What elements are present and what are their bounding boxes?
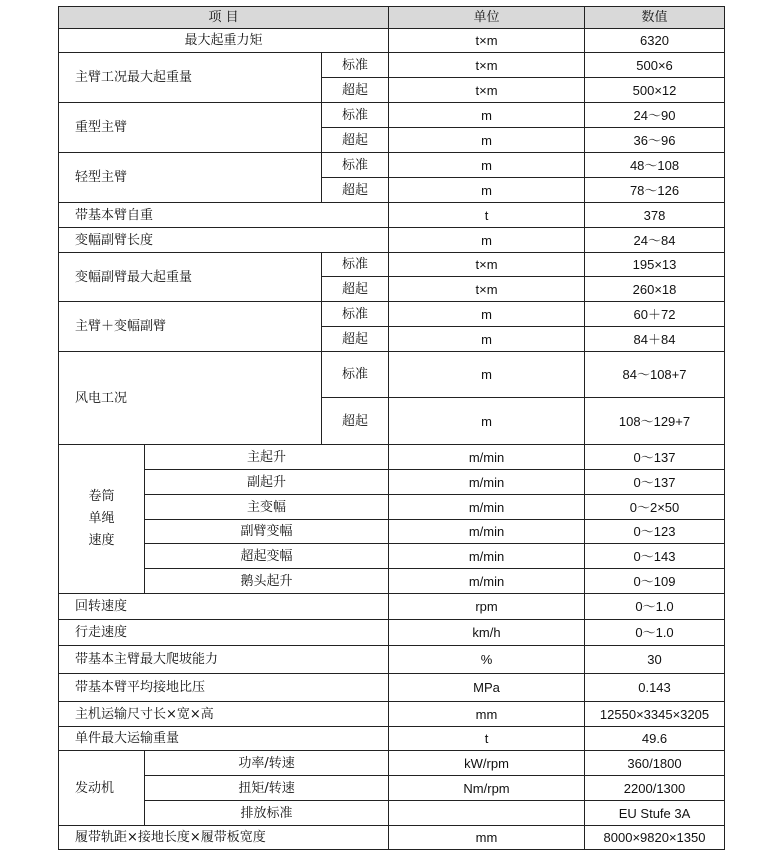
row-label: 主臂＋变幅副臂 xyxy=(59,302,322,352)
table-row xyxy=(59,253,725,277)
table-row xyxy=(59,646,725,674)
unit-cell: t xyxy=(389,203,585,228)
table-row xyxy=(59,594,725,620)
value-cell: 0.143 xyxy=(585,674,725,702)
value-cell: 500×12 xyxy=(585,78,725,103)
sub-label: 主起升 xyxy=(145,445,389,470)
unit-cell: m/min xyxy=(389,470,585,495)
table-row xyxy=(59,776,725,801)
table-row xyxy=(59,29,725,53)
label-line: 速度 xyxy=(88,533,115,548)
sub-label: 超起 xyxy=(322,178,389,203)
table-row xyxy=(59,53,725,78)
sub-label: 鹅头起升 xyxy=(145,569,389,594)
value-cell: 0～137 xyxy=(585,470,725,495)
table-row xyxy=(59,569,725,594)
unit-cell: m xyxy=(389,178,585,203)
table-row xyxy=(59,153,725,178)
table-row xyxy=(59,620,725,646)
label-line: 单绳 xyxy=(88,511,115,526)
value-cell: 24～90 xyxy=(585,103,725,128)
table-row xyxy=(59,103,725,128)
sub-label: 主变幅 xyxy=(145,495,389,520)
value-cell: 0～1.0 xyxy=(585,620,725,646)
value-cell: 6320 xyxy=(585,29,725,53)
row-label: 变幅副臂最大起重量 xyxy=(59,253,322,302)
sub-label: 扭矩/转速 xyxy=(145,776,389,801)
sub-label: 标准 xyxy=(322,53,389,78)
unit-cell: m/min xyxy=(389,544,585,569)
unit-cell: kW/rpm xyxy=(389,751,585,776)
value-cell: 360/1800 xyxy=(585,751,725,776)
unit-cell: m xyxy=(389,103,585,128)
row-label: 主臂工况最大起重量 xyxy=(59,53,322,103)
sub-label: 标准 xyxy=(322,253,389,277)
value-cell: 0～109 xyxy=(585,569,725,594)
table-row xyxy=(59,470,725,495)
value-cell: 195×13 xyxy=(585,253,725,277)
value-cell: 500×6 xyxy=(585,53,725,78)
row-label: 回转速度 xyxy=(59,594,389,620)
sub-label: 副臂变幅 xyxy=(145,520,389,544)
value-cell: 260×18 xyxy=(585,277,725,302)
row-label: 单件最大运输重量 xyxy=(59,727,389,751)
unit-cell: m xyxy=(389,153,585,178)
unit-cell: m/min xyxy=(389,520,585,544)
crane-spec-table xyxy=(58,6,725,850)
value-cell: 30 xyxy=(585,646,725,674)
row-label: 变幅副臂长度 xyxy=(59,228,389,253)
table-row xyxy=(59,228,725,253)
sub-label: 超起 xyxy=(322,327,389,352)
unit-cell: mm xyxy=(389,702,585,727)
label-line: 卷筒 xyxy=(88,489,115,504)
table-row xyxy=(59,727,725,751)
row-label: 履带轨距×接地长度×履带板宽度 xyxy=(59,826,389,850)
sub-label: 超起 xyxy=(322,277,389,302)
unit-cell: km/h xyxy=(389,620,585,646)
sub-label: 超起变幅 xyxy=(145,544,389,569)
sub-label: 功率/转速 xyxy=(145,751,389,776)
value-cell: 0～143 xyxy=(585,544,725,569)
table-row xyxy=(59,203,725,228)
value-cell: 8000×9820×1350 xyxy=(585,826,725,850)
sub-label: 副起升 xyxy=(145,470,389,495)
unit-cell: t xyxy=(389,727,585,751)
value-cell: 48～108 xyxy=(585,153,725,178)
unit-cell: t×m xyxy=(389,78,585,103)
sub-label: 标准 xyxy=(322,103,389,128)
header-unit: 单位 xyxy=(389,7,585,29)
value-cell: 36～96 xyxy=(585,128,725,153)
value-cell: EU Stufe 3A xyxy=(585,801,725,826)
row-label: 风电工况 xyxy=(59,352,322,445)
value-cell: 108～129+7 xyxy=(585,398,725,445)
unit-cell: mm xyxy=(389,826,585,850)
row-label: 行走速度 xyxy=(59,620,389,646)
value-cell: 78～126 xyxy=(585,178,725,203)
row-label: 轻型主臂 xyxy=(59,153,322,203)
row-label: 发动机 xyxy=(59,751,145,826)
value-cell: 0～123 xyxy=(585,520,725,544)
sub-label: 标准 xyxy=(322,302,389,327)
unit-cell: m xyxy=(389,128,585,153)
value-cell: 60＋72 xyxy=(585,302,725,327)
unit-cell: Nm/rpm xyxy=(389,776,585,801)
sub-label: 超起 xyxy=(322,398,389,445)
unit-cell: t×m xyxy=(389,53,585,78)
sub-label: 排放标准 xyxy=(145,801,389,826)
value-cell: 0～137 xyxy=(585,445,725,470)
table-row xyxy=(59,352,725,398)
value-cell: 49.6 xyxy=(585,727,725,751)
unit-cell: % xyxy=(389,646,585,674)
table-row xyxy=(59,495,725,520)
table-row xyxy=(59,801,725,826)
unit-cell: m xyxy=(389,228,585,253)
table-row xyxy=(59,702,725,727)
unit-cell: m/min xyxy=(389,569,585,594)
table-row xyxy=(59,520,725,544)
row-label: 带基本臂自重 xyxy=(59,203,389,228)
table-row xyxy=(59,445,725,470)
value-cell: 84～108+7 xyxy=(585,352,725,398)
value-cell: 0～1.0 xyxy=(585,594,725,620)
value-cell: 378 xyxy=(585,203,725,228)
row-label: 带基本臂平均接地比压 xyxy=(59,674,389,702)
sub-label: 标准 xyxy=(322,352,389,398)
sub-label: 超起 xyxy=(322,78,389,103)
table-row xyxy=(59,826,725,850)
unit-cell: m/min xyxy=(389,445,585,470)
row-label: 带基本主臂最大爬坡能力 xyxy=(59,646,389,674)
unit-cell: m xyxy=(389,327,585,352)
unit-cell: t×m xyxy=(389,277,585,302)
unit-cell: MPa xyxy=(389,674,585,702)
unit-cell: m/min xyxy=(389,495,585,520)
row-label: 主机运输尺寸长×宽×高 xyxy=(59,702,389,727)
value-cell: 84＋84 xyxy=(585,327,725,352)
unit-cell: t×m xyxy=(389,29,585,53)
sub-label: 标准 xyxy=(322,153,389,178)
table-header-row xyxy=(59,7,725,29)
header-item: 项 目 xyxy=(59,7,389,29)
unit-cell: m xyxy=(389,302,585,327)
row-label: 重型主臂 xyxy=(59,103,322,153)
value-cell: 2200/1300 xyxy=(585,776,725,801)
unit-cell: m xyxy=(389,398,585,445)
unit-cell: rpm xyxy=(389,594,585,620)
value-cell: 12550×3345×3205 xyxy=(585,702,725,727)
row-label: 最大起重力矩 xyxy=(59,29,389,53)
table-row xyxy=(59,302,725,327)
value-cell: 0～2×50 xyxy=(585,495,725,520)
unit-cell: m xyxy=(389,352,585,398)
unit-cell xyxy=(389,801,585,826)
rope-speed-label xyxy=(59,445,145,594)
table-row xyxy=(59,674,725,702)
table-row xyxy=(59,544,725,569)
unit-cell: t×m xyxy=(389,253,585,277)
table-row xyxy=(59,751,725,776)
sub-label: 超起 xyxy=(322,128,389,153)
header-value: 数值 xyxy=(585,7,725,29)
value-cell: 24～84 xyxy=(585,228,725,253)
